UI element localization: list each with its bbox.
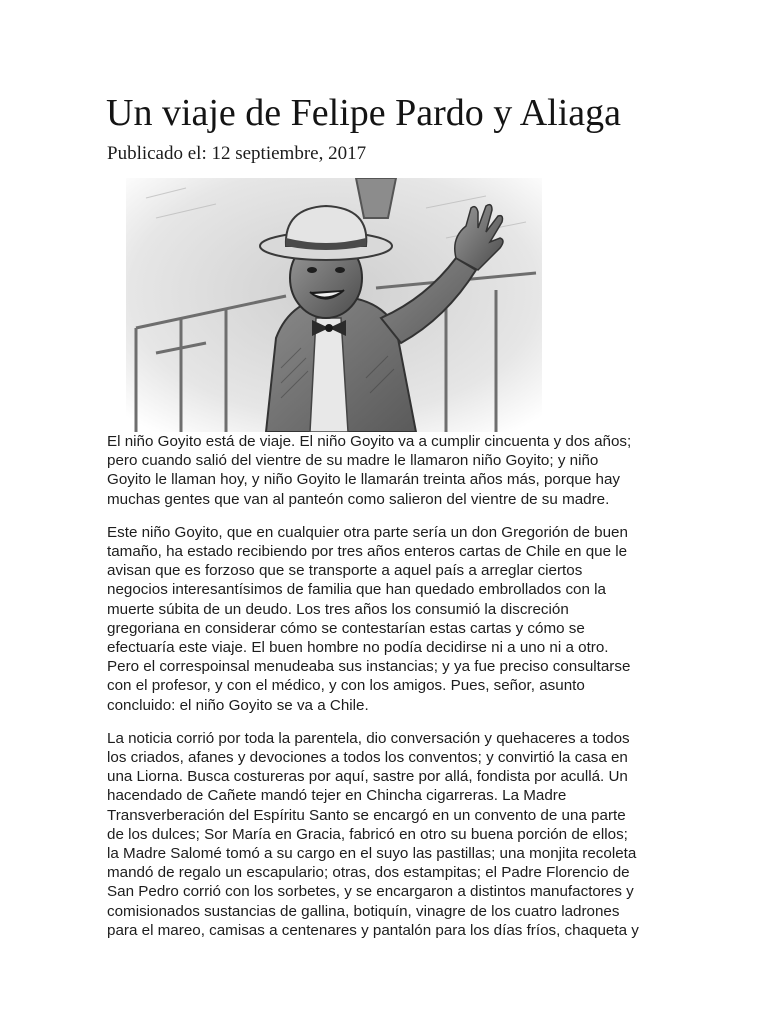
- text-line: mandó de regalo un escapulario; otras, dos estampitas; el Padre Florencio de: [107, 864, 630, 882]
- text-line: El niño Goyito está de viaje. El niño Goyito va a cumplir cincuenta y dos años;: [107, 433, 632, 450]
- paragraph: [107, 523, 667, 715]
- publication-date: Publicado el: 12 septiembre, 2017: [107, 143, 367, 164]
- article-title: Un viaje de Felipe Pardo y Aliaga: [106, 92, 621, 134]
- article-illustration: [126, 178, 542, 432]
- text-line: la Madre Salomé tomó a su cargo en el suyo las pastillas; una monjita recoleta: [107, 845, 637, 863]
- text-line: Este niño Goyito, que en cualquier otra parte sería un don Gregorión de buen: [107, 523, 628, 541]
- text-line: con el profesor, y con el médico, y con los amigos. Pues, señor, asunto: [107, 677, 585, 695]
- paragraph: [107, 729, 667, 940]
- text-line: Pero el correspoinsal menudeaba sus instancias; y ya fue preciso consultarse: [107, 658, 631, 676]
- paragraph: [107, 432, 667, 509]
- text-line: comisionados sustancias de gallina, botiquín, vinagre de los cuatro ladrones: [107, 902, 620, 920]
- text-line: los criados, afanes y devociones a todos los conventos; y convirtió la casa en: [107, 749, 628, 767]
- text-line: avisan que es forzoso que se transporte a aquel país a arreglar ciertos: [107, 562, 583, 580]
- text-line: tamaño, ha estado recibiendo por tres años enteros cartas de Chile en que le: [107, 543, 628, 561]
- text-line: Goyito le llaman hoy, y niño Goyito le llamarán treinta años más, porque hay: [107, 471, 620, 489]
- text-line: La noticia corrió por toda la parentela, dio conversación y quehaceres a todos: [107, 729, 630, 747]
- text-line: pero cuando salió del vientre de su madre le llamaron niño Goyito; y niño: [107, 452, 599, 470]
- text-line: muchas gentes que van al panteón como salieron del vientre de su madre.: [107, 490, 610, 508]
- text-line: muerte súbita de un deudo. Los tres años los consumió la discreción: [107, 600, 569, 618]
- text-line: negocios interesantísimos de familia que han quedado embrollados con la: [107, 581, 606, 599]
- text-line: San Pedro corrió con los sorbetes, y se encargaron a distintos manufactores y: [107, 883, 634, 901]
- text-line: Transverberación del Espíritu Santo se encargó en un convento de una parte: [107, 806, 626, 824]
- text-line: hacendado de Cañete mandó tejer en Chincha cigarreras. La Madre: [107, 787, 567, 805]
- text-line: efectuaría este viaje. El buen hombre no podía decidirse ni a uno ni a otro.: [107, 639, 609, 657]
- text-line: una Liorna. Busca costureras por aquí, sastre por allá, fondista por acullá. Un: [107, 768, 628, 786]
- article-body: [107, 432, 667, 954]
- text-line: gregoriana en considerar cómo se contestarían estas cartas y cómo se: [107, 619, 585, 637]
- text-line: para el mareo, camisas a centenares y pantalón para los días fríos, chaqueta y: [107, 921, 639, 939]
- text-line: de los dulces; Sor María en Gracia, fabricó en otro su buena porción de ellos;: [107, 825, 628, 843]
- text-line: concluido: el niño Goyito se va a Chile.: [107, 696, 369, 714]
